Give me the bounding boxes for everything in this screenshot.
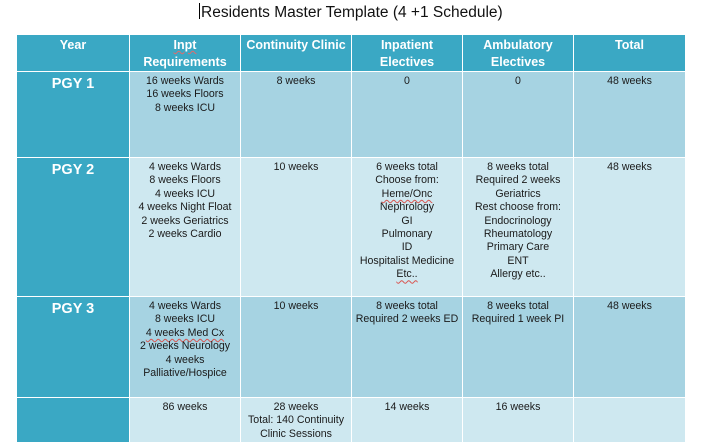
document-title-text: Residents Master Template (4 +1 Schedule) [201, 4, 503, 21]
text-cursor [199, 3, 200, 19]
row-label-pgy3: PGY 3 [17, 297, 130, 398]
cell-pgy3-inpt: 4 weeks Wards 8 weeks ICU 4 weeks Med Cx 2 weeks Neurology 4 weeks Palliative/Hospice [130, 297, 241, 398]
header-year: Year [17, 35, 130, 72]
cell-pgy2-total: 48 weeks [574, 158, 686, 297]
table-row-pgy3 [17, 297, 686, 398]
cell-totals-inpatient: 14 weeks [352, 398, 463, 443]
table-row-pgy2 [17, 158, 686, 297]
cell-pgy3-inpatient: 8 weeks total Required 2 weeks ED [352, 297, 463, 398]
cell-pgy3-ambulatory: 8 weeks total Required 1 week PI [463, 297, 574, 398]
row-label-pgy1: PGY 1 [17, 72, 130, 158]
cell-pgy1-continuity: 8 weeks [241, 72, 352, 158]
header-inpatient-electives: Inpatient Electives [352, 35, 463, 72]
cell-pgy1-inpatient: 0 [352, 72, 463, 158]
table-row-totals [17, 398, 686, 443]
cell-pgy3-total: 48 weeks [574, 297, 686, 398]
cell-totals-total [574, 398, 686, 443]
cell-pgy1-total: 48 weeks [574, 72, 686, 158]
header-ambulatory-electives: Ambulatory Electives [463, 35, 574, 72]
cell-totals-inpt: 86 weeks [130, 398, 241, 443]
document-title [199, 3, 503, 22]
cell-pgy1-inpt: 16 weeks Wards 16 weeks Floors 8 weeks ICU [130, 72, 241, 158]
table-row-pgy1 [17, 72, 686, 158]
header-continuity-clinic: Continuity Clinic [241, 35, 352, 72]
cell-pgy1-ambulatory: 0 [463, 72, 574, 158]
schedule-table [16, 34, 686, 443]
cell-pgy3-continuity: 10 weeks [241, 297, 352, 398]
header-row [17, 35, 686, 72]
cell-pgy2-ambulatory: 8 weeks total Required 2 weeks Geriatrics Rest choose from: Endocrinology Rheumatology Primary Care ENT Allergy etc.. [463, 158, 574, 297]
cell-totals-continuity: 28 weeks Total: 140 Continuity Clinic Sessions [241, 398, 352, 443]
cell-pgy2-continuity: 10 weeks [241, 158, 352, 297]
header-inpt-requirements: Inpt Requirements [130, 35, 241, 72]
row-label-totals [17, 398, 130, 443]
cell-totals-ambulatory: 16 weeks [463, 398, 574, 443]
row-label-pgy2: PGY 2 [17, 158, 130, 297]
cell-pgy2-inpatient: 6 weeks total Choose from: Heme/Onc Nephrology GI Pulmonary ID Hospitalist Medicine Etc.. [352, 158, 463, 297]
cell-pgy2-inpt: 4 weeks Wards 8 weeks Floors 4 weeks ICU 4 weeks Night Float 2 weeks Geriatrics 2 weeks Cardio [130, 158, 241, 297]
header-total: Total [574, 35, 686, 72]
